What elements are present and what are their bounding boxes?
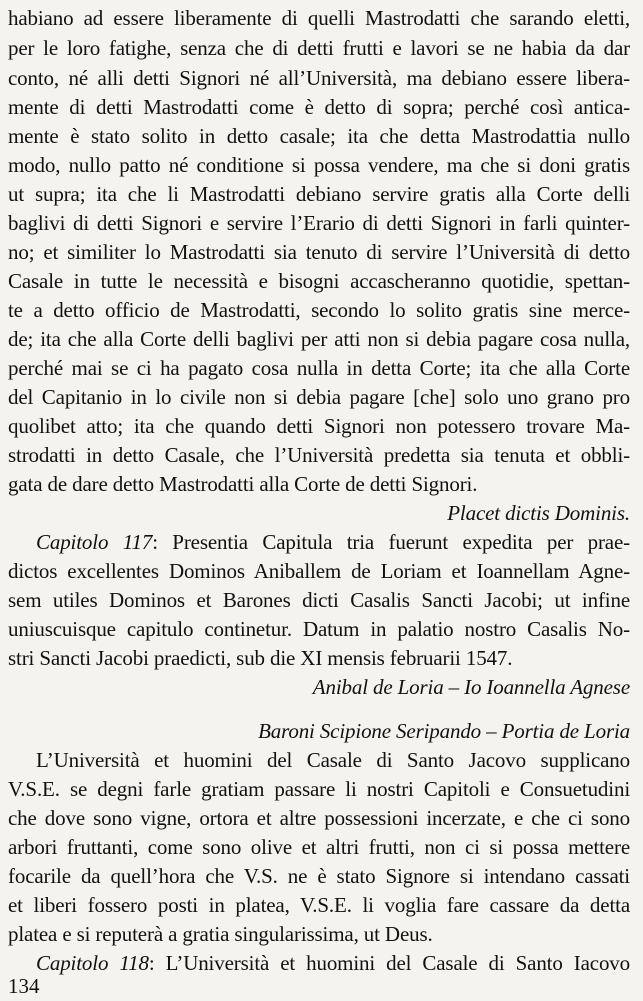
text-line: habiano ad essere liberamente di quelli Mastrodatti che sarando eletti,: [8, 6, 630, 30]
capitolo-117-label: Capitolo 117: [36, 530, 153, 554]
text-line: dictos excellentes Dominos Aniballem de Loriam et Ioannellam Agne-: [8, 559, 630, 583]
signature-placet: Placet dictis Dominis.: [447, 501, 630, 525]
text-line: stri Sancti Jacobi praedicti, sub die XI mensis februarii 1547.: [8, 646, 513, 670]
text-line: mente di detti Mastrodatti come è detto di sopra; perché così antica-: [8, 95, 630, 119]
text-line: te a detto officio de Mastrodatti, secondo lo solito gratis sine merce-: [8, 298, 630, 322]
text-line: Casale in tutte le necessità e bisogni accascheranno quotidie, spettan-: [8, 269, 630, 293]
capitolo-118-text: : L’Università et huomini del Casale di Santo Iacovo: [148, 951, 630, 975]
signature-anibal: Anibal de Loria – Io Ioannella Agnese: [312, 675, 630, 699]
text-line: che dove sono vigne, ortora et altre possessioni incerzate, e che ci sono: [8, 806, 630, 830]
text-line: et liberi fossero posti in platea, V.S.E. li voglia fare cassare da detta: [8, 893, 630, 917]
text-line: ut supra; ita che li Mastrodatti debiano servire gratis alla Corte delli: [8, 182, 630, 206]
text-line: strodatti in detto Casale, che l’Università predetta sia tenuta et obbli-: [8, 443, 630, 467]
text-line: gata de dare detto Mastrodatti alla Corte de detti Signori.: [8, 472, 478, 496]
text-line: modo, nullo patto né conditione si possa vendere, ma che si doni gratis: [8, 153, 630, 177]
text-line: quolibet atto; ita che quando detti Signori non potessero trovare Ma-: [8, 414, 630, 438]
signature-baroni: Baroni Scipione Seripando – Portia de Loria: [258, 719, 630, 743]
text-line: V.S.E. se degni farle gratiam passare li nostri Capitoli e Consuetudini: [8, 777, 630, 801]
text-line: L’Università et huomini del Casale di Santo Jacovo supplicano: [36, 748, 630, 772]
text-line: de; ita che alla Corte delli baglivi per atti non si debia pagare cosa nulla,: [8, 327, 630, 351]
page-number: 134: [8, 974, 40, 998]
text-line: perché mai se ci ha pagato cosa nulla in detta Corte; ita che alla Corte: [8, 356, 630, 380]
text-line: del Capitanio in lo civile non si debia pagare [che] solo uno grano pro: [8, 385, 630, 409]
capitolo-117-heading-line: [36, 530, 630, 556]
text-line: sem utiles Dominos et Barones dicti Casalis Sancti Jacobi; ut infine: [8, 588, 630, 612]
text-line: uniuscuisque capitulo continetur. Datum in palatio nostro Casalis No-: [8, 617, 630, 641]
text-line: mente è stato solito in detto casale; ita che detta Mastrodattia nullo: [8, 124, 630, 148]
capitolo-118-label: Capitolo 118: [36, 951, 149, 975]
text-line: conto, né alli detti Signori né all’Università, ma debiano essere libera-: [8, 66, 630, 90]
capitolo-117-text: : Presentia Capitula tria fuerunt expedita per prae-: [152, 530, 630, 554]
text-line: no; et similiter lo Mastrodatti sia tenuto di servire l’Università di detto: [8, 240, 630, 264]
text-line: per le loro fatighe, senza che di detti frutti e lavori se ne habia da dar: [8, 36, 630, 60]
text-line: baglivi di detti Signori e servire l’Erario di detti Signori in farli quinter-: [8, 211, 630, 235]
text-line: arbori fruttanti, come sono olive et altri frutti, non ci si possa mettere: [8, 835, 630, 859]
capitolo-118-heading-line: [36, 951, 630, 977]
text-line: platea e si reputerà a gratia singularissima, ut Deus.: [8, 922, 433, 946]
text-line: focarile da quell’hora che V.S. ne è stato Signore si intendano cassati: [8, 864, 630, 888]
